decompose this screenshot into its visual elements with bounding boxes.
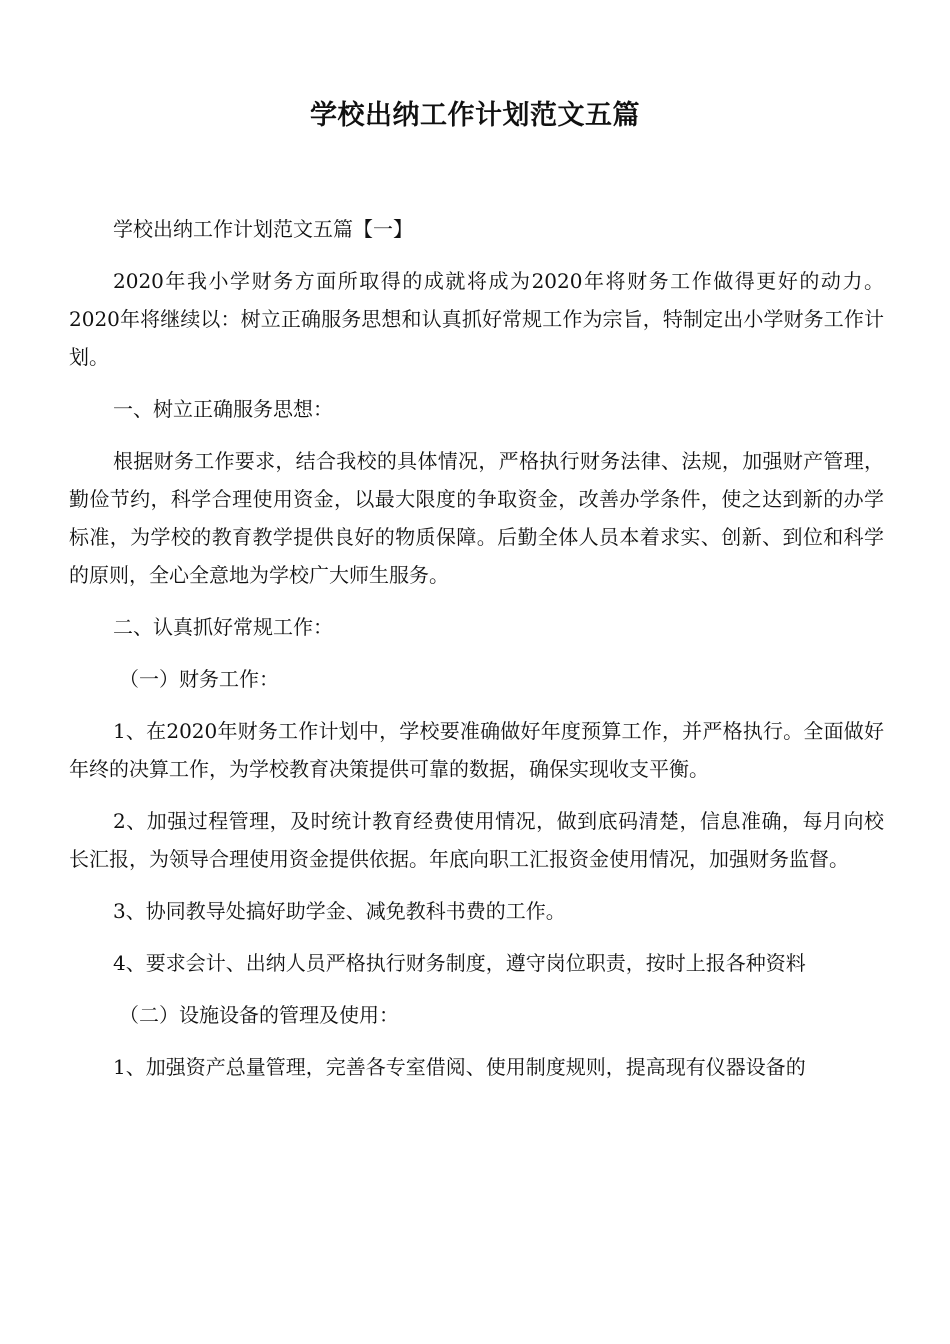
heading-service-thought: 一、树立正确服务思想：	[113, 397, 333, 421]
paragraph-service-thought: 根据财务工作要求，结合我校的具体情况，严格执行财务法律、法规，加强财产管理，勤俭节约，科学合理使用资金，以最大限度的争取资金，改善办学条件，使之达到新的办学标准，为学校的教育教学提供良好的物质保障。后勤全体人员本着求实、创新、到位和科学的原则，全心全意地为学校广大师生服务。	[69, 449, 884, 587]
list-item-2: 2、加强过程管理，及时统计教育经费使用情况，做到底码清楚，信息准确，每月向校长汇报，为领导合理使用资金提供依据。年底向职工汇报资金使用情况，加强财务监督。	[69, 809, 884, 871]
list-item-4: 4、要求会计、出纳人员严格执行财务制度，遵守岗位职责，按时上报各种资料	[113, 951, 806, 975]
document-body	[69, 210, 884, 1100]
paragraph-intro: 2020年我小学财务方面所取得的成就将成为2020年将财务工作做得更好的动力。2020年将继续以：树立正确服务思想和认真抓好常规工作为宗旨，特制定出小学财务工作计划。	[69, 269, 884, 369]
subheading-finance: （一）财务工作：	[119, 667, 279, 691]
subheading-facilities: （二）设施设备的管理及使用：	[119, 1003, 399, 1027]
list-item-1: 1、在2020年财务工作计划中，学校要准确做好年度预算工作，并严格执行。全面做好年终的决算工作，为学校教育决策提供可靠的数据，确保实现收支平衡。	[69, 719, 884, 781]
heading-routine-work: 二、认真抓好常规工作：	[113, 615, 333, 639]
section-heading-1: 学校出纳工作计划范文五篇【一】	[113, 217, 413, 241]
document-title: 学校出纳工作计划范文五篇	[310, 100, 640, 131]
list-item-5: 1、加强资产总量管理，完善各专室借阅、使用制度规则，提高现有仪器设备的	[113, 1055, 806, 1079]
list-item-3: 3、协同教导处搞好助学金、减免教科书费的工作。	[113, 899, 566, 923]
